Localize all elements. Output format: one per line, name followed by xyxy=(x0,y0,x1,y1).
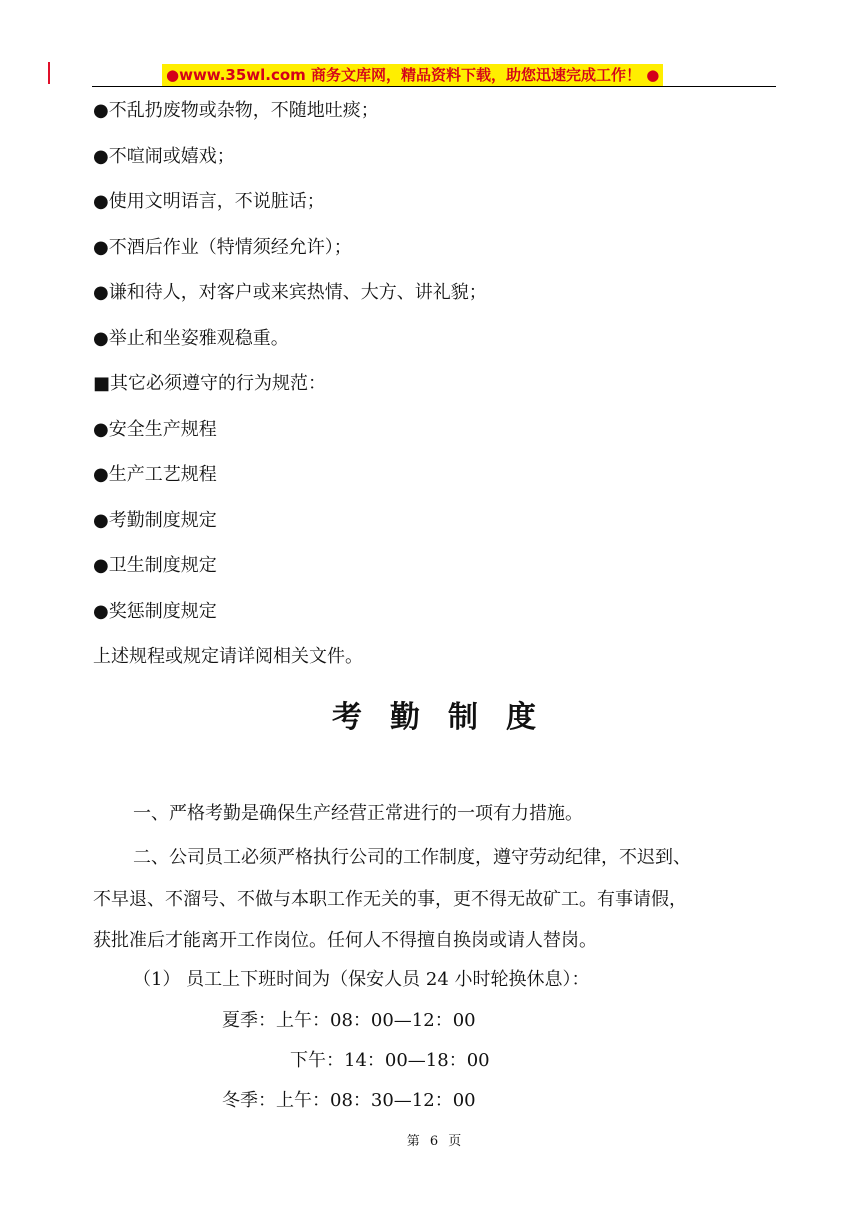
page-number: 第 6 页 xyxy=(406,1134,462,1149)
list-item: ●生产工艺规程 xyxy=(93,464,217,485)
list-item: ●安全生产规程 xyxy=(93,419,217,440)
paragraph: 二、公司员工必须严格执行公司的工作制度，遵守劳动纪律，不迟到、 xyxy=(133,847,691,868)
list-item: ●谦和待人，对客户或来宾热情、大方、讲礼貌； xyxy=(93,282,487,303)
header-divider xyxy=(92,86,776,87)
work-hours-row: 冬季：上午：08：30—12：00 xyxy=(222,1090,476,1111)
reference-note: 上述规程或规定请详阅相关文件。 xyxy=(93,646,363,667)
list-item: ●卫生制度规定 xyxy=(93,555,217,576)
section-title: 考勤制度 xyxy=(332,700,564,735)
list-item: ●举止和坐姿雅观稳重。 xyxy=(93,328,289,349)
header-banner[interactable]: ●www.35wl.com 商务文库网，精品资料下载，助您迅速完成工作！ ● xyxy=(162,64,663,86)
list-item: ●考勤制度规定 xyxy=(93,510,217,531)
paragraph: 获批准后才能离开工作岗位。任何人不得擅自换岗或请人替岗。 xyxy=(93,930,597,951)
list-item: ●奖惩制度规定 xyxy=(93,601,217,622)
work-hours-row: 夏季：上午：08：00—12：00 xyxy=(222,1010,476,1031)
list-item: ●不乱扔废物或杂物，不随地吐痰； xyxy=(93,100,379,121)
work-hours-label: （1） 员工上下班时间为（保安人员 24 小时轮换休息）： xyxy=(133,969,590,990)
section-subheading: ■其它必须遵守的行为规范： xyxy=(93,373,327,394)
margin-mark xyxy=(48,62,50,84)
list-item: ●使用文明语言，不说脏话； xyxy=(93,191,325,212)
work-hours-row: 下午：14：00—18：00 xyxy=(290,1050,490,1071)
list-item: ●不喧闹或嬉戏； xyxy=(93,146,235,167)
paragraph: 不早退、不溜号、不做与本职工作无关的事，更不得无故矿工。有事请假， xyxy=(93,889,687,910)
paragraph: 一、严格考勤是确保生产经营正常进行的一项有力措施。 xyxy=(133,803,583,824)
list-item: ●不酒后作业（特情须经允许）； xyxy=(93,237,352,258)
